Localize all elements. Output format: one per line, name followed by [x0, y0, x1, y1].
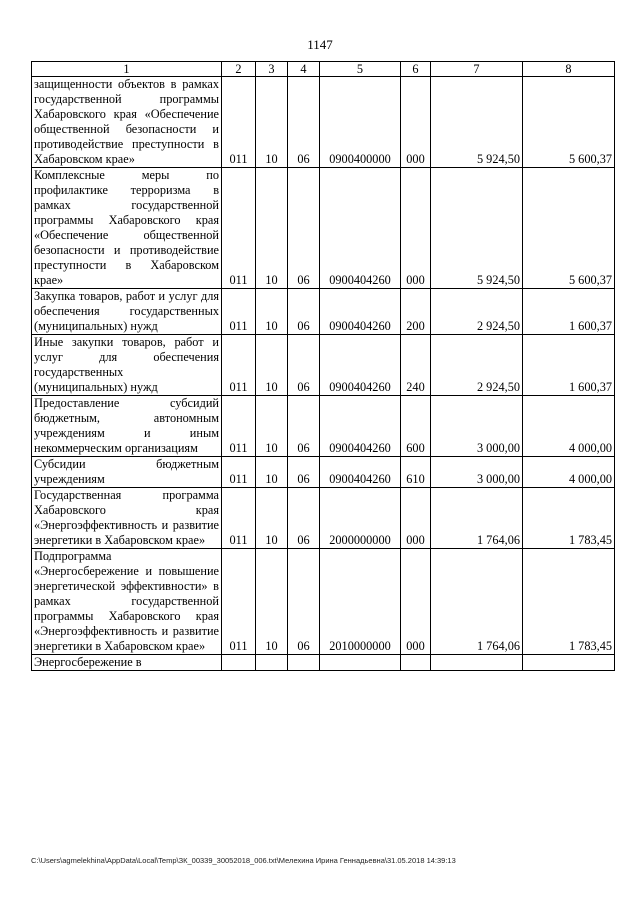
header-row — [32, 62, 615, 77]
cell-subsection: 06 — [288, 488, 320, 549]
table-row — [32, 549, 615, 655]
cell-subsection: 06 — [288, 335, 320, 396]
cell-target-article: 2000000000 — [320, 488, 401, 549]
cell-expense-type: 240 — [401, 335, 431, 396]
table-row — [32, 488, 615, 549]
cell-amount-year2: 5 600,37 — [523, 77, 615, 168]
cell-target-article: 0900404260 — [320, 335, 401, 396]
budget-table — [31, 61, 615, 671]
cell-amount-year2: 4 000,00 — [523, 396, 615, 457]
cell-section: 10 — [256, 168, 288, 289]
cell-amount-year1: 1 764,06 — [431, 488, 523, 549]
cell-item-name: защищенности объектов в рамках государственной программы Хабаровского края «Обеспечение общественной безопасности и противодействие преступности в Хабаровском крае» — [32, 77, 222, 168]
cell-expense-type: 610 — [401, 457, 431, 488]
cell-expense-type — [401, 655, 431, 671]
cell-subsection: 06 — [288, 549, 320, 655]
cell-ministry: 011 — [222, 77, 256, 168]
cell-section: 10 — [256, 457, 288, 488]
column-header: 6 — [401, 62, 431, 77]
cell-amount-year2: 4 000,00 — [523, 457, 615, 488]
cell-target-article: 2010000000 — [320, 549, 401, 655]
column-header: 1 — [32, 62, 222, 77]
cell-subsection: 06 — [288, 396, 320, 457]
cell-ministry: 011 — [222, 457, 256, 488]
cell-section: 10 — [256, 289, 288, 335]
cell-section — [256, 655, 288, 671]
cell-expense-type: 000 — [401, 168, 431, 289]
cell-subsection — [288, 655, 320, 671]
cell-amount-year1: 5 924,50 — [431, 77, 523, 168]
cell-amount-year2: 1 600,37 — [523, 335, 615, 396]
cell-amount-year1: 3 000,00 — [431, 396, 523, 457]
cell-item-name: Комплексные меры по профилактике терроризма в рамках государственной программы Хабаровского края «Обеспечение общественной безопасности и противодействие преступности в Хабаровском крае» — [32, 168, 222, 289]
cell-amount-year2: 1 600,37 — [523, 289, 615, 335]
cell-ministry: 011 — [222, 289, 256, 335]
cell-amount-year1: 3 000,00 — [431, 457, 523, 488]
table-row — [32, 289, 615, 335]
cell-target-article: 0900404260 — [320, 396, 401, 457]
column-header: 4 — [288, 62, 320, 77]
page-number: 1147 — [307, 37, 333, 52]
cell-amount-year1: 2 924,50 — [431, 335, 523, 396]
cell-amount-year2: 1 783,45 — [523, 549, 615, 655]
cell-section: 10 — [256, 488, 288, 549]
table-row — [32, 457, 615, 488]
cell-ministry — [222, 655, 256, 671]
cell-item-name: Субсидии бюджетным учреждениям — [32, 457, 222, 488]
table-row — [32, 168, 615, 289]
cell-subsection: 06 — [288, 289, 320, 335]
cell-ministry: 011 — [222, 168, 256, 289]
cell-item-name: Предоставление субсидий бюджетным, автономным учреждениям и иным некоммерческим организациям — [32, 396, 222, 457]
cell-expense-type: 000 — [401, 77, 431, 168]
cell-item-name: Закупка товаров, работ и услуг для обеспечения государственных (муниципальных) нужд — [32, 289, 222, 335]
cell-expense-type: 000 — [401, 549, 431, 655]
column-header: 2 — [222, 62, 256, 77]
cell-target-article — [320, 655, 401, 671]
cell-amount-year1: 1 764,06 — [431, 549, 523, 655]
cell-ministry: 011 — [222, 335, 256, 396]
cell-ministry: 011 — [222, 488, 256, 549]
cell-subsection: 06 — [288, 168, 320, 289]
cell-section: 10 — [256, 335, 288, 396]
table-row — [32, 77, 615, 168]
column-header: 5 — [320, 62, 401, 77]
cell-target-article: 0900404260 — [320, 289, 401, 335]
table-row — [32, 655, 615, 671]
cell-target-article: 0900404260 — [320, 457, 401, 488]
column-header: 3 — [256, 62, 288, 77]
cell-subsection: 06 — [288, 457, 320, 488]
cell-amount-year2: 1 783,45 — [523, 488, 615, 549]
cell-expense-type: 000 — [401, 488, 431, 549]
cell-amount-year1: 5 924,50 — [431, 168, 523, 289]
file-path-footer: C:\Users\agmelekhina\AppData\Local\Temp\ЗК_00339_30052018_006.txt\Мелехина Ирина Геннадьевна\31.05.2018 14:39:13 — [31, 856, 456, 865]
cell-ministry: 011 — [222, 549, 256, 655]
cell-amount-year2: 5 600,37 — [523, 168, 615, 289]
cell-section: 10 — [256, 77, 288, 168]
cell-amount-year1 — [431, 655, 523, 671]
table-row — [32, 335, 615, 396]
cell-amount-year1: 2 924,50 — [431, 289, 523, 335]
cell-target-article: 0900400000 — [320, 77, 401, 168]
cell-item-name: Государственная программа Хабаровского края «Энергоэффективность и развитие энергетики в Хабаровском крае» — [32, 488, 222, 549]
cell-section: 10 — [256, 396, 288, 457]
cell-item-name: Подпрограмма «Энергосбережение и повышение энергетической эффективности» в рамках государственной программы Хабаровского края «Энергоэффективность и развитие энергетики в Хабаровском крае» — [32, 549, 222, 655]
cell-item-name: Энергосбережение в — [32, 655, 222, 671]
cell-section: 10 — [256, 549, 288, 655]
cell-amount-year2 — [523, 655, 615, 671]
table-row — [32, 396, 615, 457]
cell-target-article: 0900404260 — [320, 168, 401, 289]
cell-expense-type: 200 — [401, 289, 431, 335]
column-header: 8 — [523, 62, 615, 77]
cell-item-name: Иные закупки товаров, работ и услуг для обеспечения государственных (муниципальных) нужд — [32, 335, 222, 396]
cell-ministry: 011 — [222, 396, 256, 457]
cell-subsection: 06 — [288, 77, 320, 168]
cell-expense-type: 600 — [401, 396, 431, 457]
column-header: 7 — [431, 62, 523, 77]
